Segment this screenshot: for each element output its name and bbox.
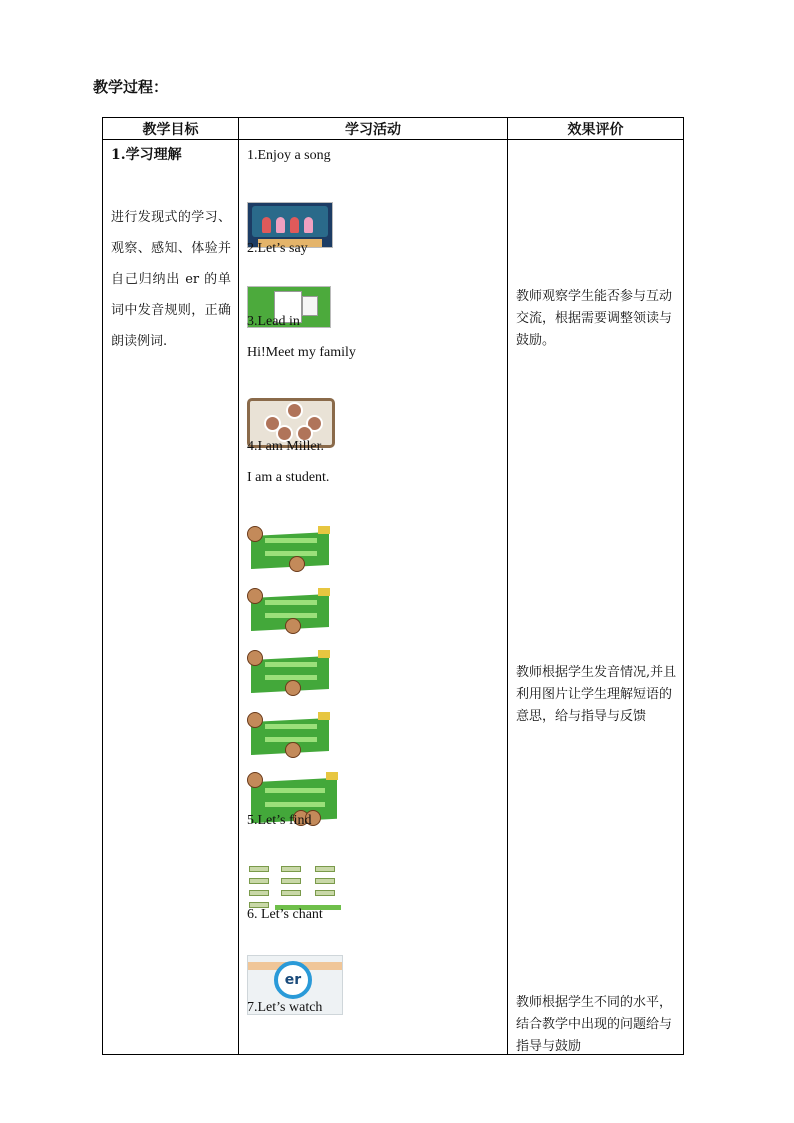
father-card-thumbnail bbox=[247, 648, 333, 696]
evaluation-guidance: 教师根据学生不同的水平，结合教学中出现的问题给与指导与鼓励 bbox=[516, 995, 673, 1054]
teaching-process-table bbox=[102, 117, 684, 1055]
evaluation-cell bbox=[508, 140, 684, 1055]
brother-card-thumbnail bbox=[247, 524, 333, 572]
word-find-thumbnail bbox=[247, 862, 343, 912]
section-heading: 教学过程： bbox=[93, 78, 169, 96]
activity-lets-say: 2.Let’s say bbox=[247, 241, 308, 256]
goal-cell bbox=[103, 140, 239, 1055]
evaluation-pronunciation: 教师根据学生发音情况,并且利用图片让学生理解短语的意思，给与指导与反馈 bbox=[516, 665, 677, 724]
table-header-row bbox=[103, 118, 684, 140]
table-body-row bbox=[103, 140, 684, 1055]
header-goal: 教学目标 bbox=[103, 118, 239, 140]
goal-text: 进行发现式的学习、观察、感知、体验并自己归纳出 er 的单词中发音规则，正确朗读例词. bbox=[111, 210, 231, 349]
header-activity: 学习活动 bbox=[239, 118, 508, 140]
activity-i-am-miller: 4.I am Miller. bbox=[247, 439, 324, 454]
activity-i-am-student: I am a student. bbox=[247, 470, 330, 485]
activity-lets-find: 5.Let’s find bbox=[247, 813, 312, 828]
activity-meet-family: Hi!Meet my family bbox=[247, 345, 356, 360]
activity-lead-in: 3.Lead in bbox=[247, 314, 300, 329]
activity-enjoy-song: 1.Enjoy a song bbox=[247, 148, 331, 163]
activity-lets-chant: 6. Let’s chant bbox=[247, 907, 323, 922]
evaluation-participation: 教师观察学生能否参与互动交流，根据需要调整领读与鼓励。 bbox=[516, 289, 673, 348]
activity-cell bbox=[239, 140, 508, 1055]
header-evaluation: 效果评价 bbox=[508, 118, 684, 140]
goal-title: 1.学习理解 bbox=[111, 147, 182, 163]
er-badge: er bbox=[274, 961, 312, 999]
mother-card-thumbnail bbox=[247, 710, 333, 758]
sister-card-thumbnail bbox=[247, 586, 333, 634]
activity-lets-watch: 7.Let’s watch bbox=[247, 1000, 323, 1015]
